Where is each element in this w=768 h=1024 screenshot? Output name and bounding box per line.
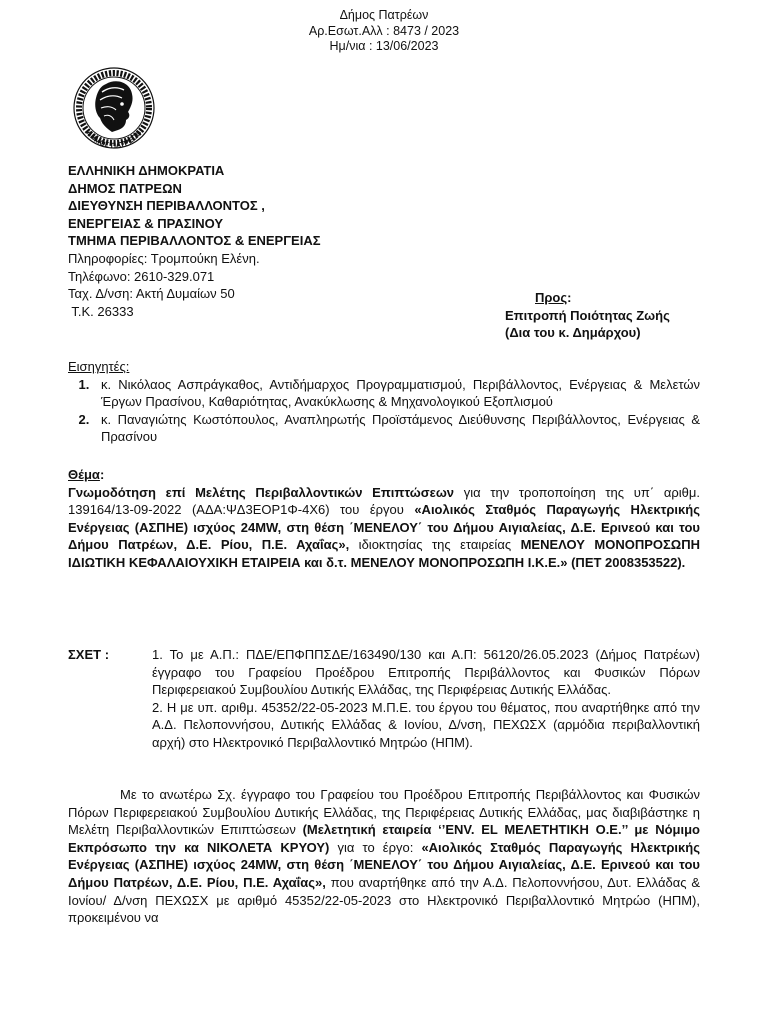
related-list (152, 646, 700, 752)
main-text: για το έργο: (329, 839, 422, 855)
sender-address: Ταχ. Δ/νση: Ακτή Δυμαίων 50 (68, 286, 235, 302)
sender-line: ΕΝΕΡΓΕΙΑΣ & ΠΡΑΣΙΝΟΥ (68, 215, 224, 231)
recipient-label: Προς (535, 290, 568, 305)
sender-phone: Τηλέφωνο: 2610-329.071 (68, 268, 215, 284)
main-text: που αναρτήθηκε από την Α.Δ. Πελοποννήσου, Δυτ. Ελλάδας & Ιονίου/ Δ/νση ΠΕΧΩΣΧ με αριθμό 45352/22-05-2023 στο Ηλεκτρονικό Περιβαλλοντικό Μητρώο (ΗΠΜ), προκειμένου να (68, 874, 701, 926)
subject-text (68, 484, 700, 572)
recipient-colon: : (567, 290, 572, 305)
sender-line: ΔΗΜΟΣ ΠΑΤΡΕΩΝ (68, 180, 182, 196)
subject-section (68, 466, 700, 572)
municipality-seal-logo (68, 64, 160, 156)
related-item: 2. Η με υπ. αριθμ. 45352/22-05-2023 Μ.Π.Ε. του έργου του θέματος, που αναρτήθηκε από την Α.Δ. Πελοποννήσου, Δυτικής Ελλάδας & Ιονίου, Δ/νση, ΠΕΧΩΣΧ (αρμόδια περιβαλλοντική αρχή) στο Ηλεκτρονικό Περιβαλλοντικό Μητρώο (ΗΠΜ). (152, 699, 700, 750)
sender-line: ΕΛΛΗΝΙΚΗ ΔΗΜΟΚΡΑΤΙΑ (68, 163, 225, 178)
sender-line: ΔΙΕΥΘΥΝΣΗ ΠΕΡΙΒΑΛΛΟΝΤΟΣ , (68, 198, 265, 214)
subject-title: Θέμα (68, 467, 100, 482)
recipient-name: Επιτροπή Ποιότητας Ζωής (505, 307, 670, 323)
related-item: 1. Το με Α.Π.: ΠΔΕ/ΕΠΦΠΠΣΔΕ/163490/130 και Α.Π: 56120/26.05.2023 (Δήμος Πατρέων) έγγραφο του Γραφείου Προέδρου Επιτροπής Περιβάλλοντος και Φυσικών Πόρων Περιφερειακού Συμβουλίου Δυτικής Ελλάδας, της Περιφέρειας Δυτικής Ελλάδας. (152, 647, 700, 698)
rapporteur-item: 1. κ. Νικόλαος Ασπράγκαθος, Αντιδήμαρχος Προγραμματισμού, Περιβάλλοντος, Ενέργειας & Μελετών Έργων Πρασίνου, Καθαριότητας, Ανακύκλωσης & Μηχανολογικού Εξοπλισμού (93, 376, 700, 411)
sender-postcode: Τ.Κ. 26333 (68, 303, 134, 319)
reference-number: Αρ.Εσωτ.Αλλ : 8473 / 2023 (308, 23, 460, 38)
subject-colon: : (99, 467, 105, 482)
subject-plain: για την τροποποίηση της υπ΄ αριθμ. 139164/13-09-2022 (ΑΔΑ:ΨΔ3ΕΟΡ1Φ-4Χ6) του έργου (68, 484, 700, 518)
related-documents-section (68, 646, 700, 752)
document-date: Ημ/νια : 13/06/2023 (329, 39, 439, 53)
subject-project: «Αιολικός Σταθμός Παραγωγής Ηλεκτρικής Ενέργειας (ΑΣΠΗΕ) ισχύος 24MW, στη θέση ΄ΜΕΝΕΛΟΥ΄ του Δήμου Αιγιαλείας, Δ.Ε. Ερινεού και του Δήμου Πατρέων, Δ.Ε. Ρίου, Π.Ε. Αχαΐας», (68, 502, 700, 553)
subject-plain: ιδιοκτησίας της εταιρείας (349, 537, 521, 553)
sender-block (68, 162, 428, 320)
main-text: Με το ανωτέρω Σχ. έγγραφο του Γραφείου του Προέδρου Επιτροπής Περιβάλλοντος και Φυσικών Πόρων Περιφερειακού Συμβουλίου Δυτικής Ελλάδας, της Περιφέρειας Δυτικής Ελλάδας, μας διαβιβάστηκε η Μελέτη Περιβαλλοντικών Επιπτώσεων (68, 787, 700, 838)
subject-company: ΜΕΝΕΛΟΥ ΜΟΝΟΠΡΟΣΩΠΗ ΙΔΙΩΤΙΚΗ ΚΕΦΑΛΑΙΟΥΧΙΚΗ ΕΤΑΙΡΕΙΑ και δ.τ. ΜΕΝΕΛΟΥ ΜΟΝΟΠΡΟΣΩΠΗ Ι.Κ.Ε.» (ΠΕΤ 2008353522). (68, 537, 700, 570)
sender-line: ΤΜΗΜΑ ΠΕΡΙΒΑΛΛΟΝΤΟΣ & ΕΝΕΡΓΕΙΑΣ (68, 233, 321, 249)
recipient-block (505, 289, 705, 342)
rapporteurs-section (68, 358, 700, 446)
main-bold: (Μελετητική εταιρεία ‘’ENV. EL ΜΕΛΕΤΗΤΙΚΗ Ο.Ε.’’ με Νόμιμο Εκπρόσωπο την κα ΝΙΚΟΛΕΤΑ ΚΡΥΟΥ) (68, 822, 700, 855)
related-label: ΣΧΕΤ : (68, 647, 110, 662)
rapporteurs-list (68, 376, 700, 446)
rapporteur-item: 2. κ. Παναγιώτης Κωστόπουλος, Αναπληρωτής Προϊστάμενος Διεύθυνσης Περιβάλλοντος, Ενέργειας & Πρασίνου (93, 411, 700, 446)
seal-text: ΔΗΜΟΣ ΠΑΤΡΕΩΝ (84, 128, 144, 151)
document-header (0, 8, 768, 55)
municipality-name: Δήμος Πατρέων (339, 8, 429, 22)
recipient-via: (Δια του κ. Δημάρχου) (505, 325, 641, 341)
rapporteurs-title: Εισηγητές: (68, 359, 130, 374)
main-bold: «Αιολικός Σταθμός Παραγωγής Ηλεκτρικής Ενέργειας (ΑΣΠΗΕ) ισχύος 24MW, στη θέση ΄ΜΕΝΕΛΟΥ΄ του Δήμου Αιγιαλείας, Δ.Ε. Ερινεού και του Δήμου Πατρέων, Δ.Ε. Ρίου, Π.Ε. Αχαΐας», (68, 839, 700, 890)
sender-info: Πληροφορίες: Τρομπούκη Ελένη. (68, 250, 260, 266)
main-paragraph (68, 786, 700, 927)
subject-bold: Γνωμοδότηση επί Μελέτης Περιβαλλοντικών Επιπτώσεων (68, 484, 455, 500)
